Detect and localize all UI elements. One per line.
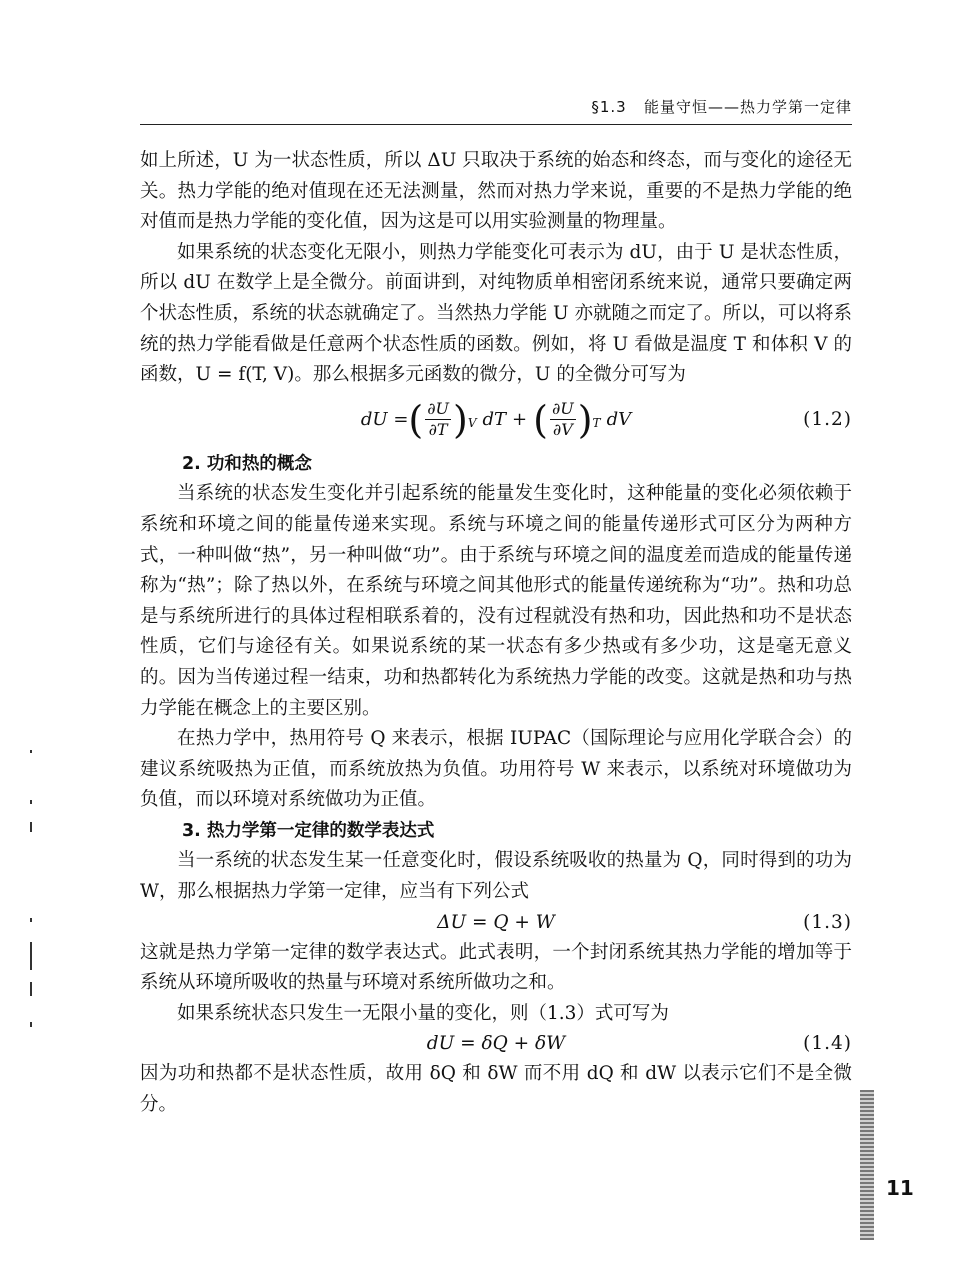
paragraph-5: 当一系统的状态发生某一任意变化时，假设系统吸收的热量为 Q，同时得到的功为 W，那么根据热力学第一定律，应当有下列公式 [140,850,852,903]
margin-mark [30,750,32,753]
margin-mark [30,942,32,970]
frac1-denominator: ∂T [428,420,448,440]
margin-mark [30,822,32,832]
page-number: 11 [886,1176,914,1200]
paren-open: ( [533,397,548,442]
margin-mark [30,800,32,804]
paragraph-8: 因为功和热都不是状态性质，故用 δQ 和 δW 而不用 dQ 和 dW 以表示它们不是全微分。 [140,1063,852,1116]
margin-mark [30,1022,32,1027]
paragraph-2: 如果系统的状态变化无限小，则热力学能变化可表示为 dU，由于 U 是状态性质，所以 dU 在数学上是全微分。前面讲到，对纯物质单相密闭系统来说，通常只要确定两个状态性质，系统的状态就确定了。当然热力学能 U 亦就随之而定了。所以，可以将系统的热力学能看做是任意两个状态性质的函数。例如，将 U 看做是温度 T 和体积 V 的函数，U = f(T, V)。那么根据多元函数的微分，U 的全微分可写为 [140,241,852,386]
frac2-numerator: ∂U [551,399,574,419]
paragraph-4: 在热力学中，热用符号 Q 来表示，根据 IUPAC（国际理论与应用化学联合会）的建议系统吸热为正值，而系统放热为负值。功用符号 W 来表示，以系统对环境做功为负值，而以环境对系统做功为正值。 [140,728,852,811]
equation-number: (1.2) [803,408,852,430]
equation-body: ΔU = Q + W [437,911,555,933]
page-edge-bar [860,1090,874,1240]
equation-1-2 [140,391,852,449]
equation-1-4 [140,1029,852,1059]
paragraph-3: 当系统的状态发生变化并引起系统的能量发生变化时，这种能量的变化必须依赖于系统和环境之间的能量传递来实现。系统与环境之间的能量传递形式可区分为两种方式，一种叫做“热”，另一种叫做“功”。由于系统与环境之间的温度差而造成的能量传递称为“热”；除了热以外，在系统与环境之间其他形式的能量传递统称为“功”。热和功总是与系统所进行的具体过程相联系着的，没有过程就没有热和功，因此热和功不是状态性质，它们与途径有关。如果说系统的某一状态有多少热或有多少功，这是毫无意义的。因为当传递过程一结束，功和热都转化为系统热力学能的改变。这就是热和功与热力学能在概念上的主要区别。 [140,483,852,719]
header-rule [140,124,852,125]
paragraph-6: 这就是热力学第一定律的数学表达式。此式表明，一个封闭系统其热力学能的增加等于系统从环境所吸收的热量与环境对系统所做功之和。 [140,941,852,994]
paren-open: ( [408,397,424,442]
equation-number: (1.4) [803,1033,852,1055]
margin-mark [30,982,32,996]
paren-close: ) [453,397,468,442]
margin-mark [30,918,32,922]
page-body [140,146,852,1121]
section-heading-3: 3. 热力学第一定律的数学表达式 [182,820,435,841]
frac1-numerator: ∂U [427,399,449,419]
eq2-lhs: dU = [360,408,409,430]
section-heading-2: 2. 功和热的概念 [182,453,312,474]
eq2-term1: dT [482,408,507,430]
equation-body: dU = δQ + δW [426,1033,566,1055]
frac2-denominator: ∂V [552,420,573,440]
section-number: §1.3 [591,98,627,116]
equation-1-3 [140,908,852,938]
equation-number: (1.3) [803,911,852,933]
section-title: 能量守恒——热力学第一定律 [643,98,852,116]
paragraph-7: 如果系统状态只发生一无限小量的变化，则（1.3）式可写为 [177,1002,669,1024]
frac2-subscript: T [592,416,601,431]
eq2-term2: dV [606,408,632,430]
frac1-subscript: V [467,416,477,431]
partial-frac-2 [550,399,576,440]
running-header [140,96,852,117]
paragraph-1: 如上所述，U 为一状态性质，所以 ΔU 只取决于系统的始态和终态，而与变化的途径无关。热力学能的绝对值现在还无法测量，然而对热力学来说，重要的不是热力学能的绝对值而是热力学能的变化值，因为这是可以用实验测量的物理量。 [140,150,852,233]
eq2-plus: + [512,408,528,430]
paren-close: ) [577,397,593,442]
partial-frac-1 [425,399,451,440]
